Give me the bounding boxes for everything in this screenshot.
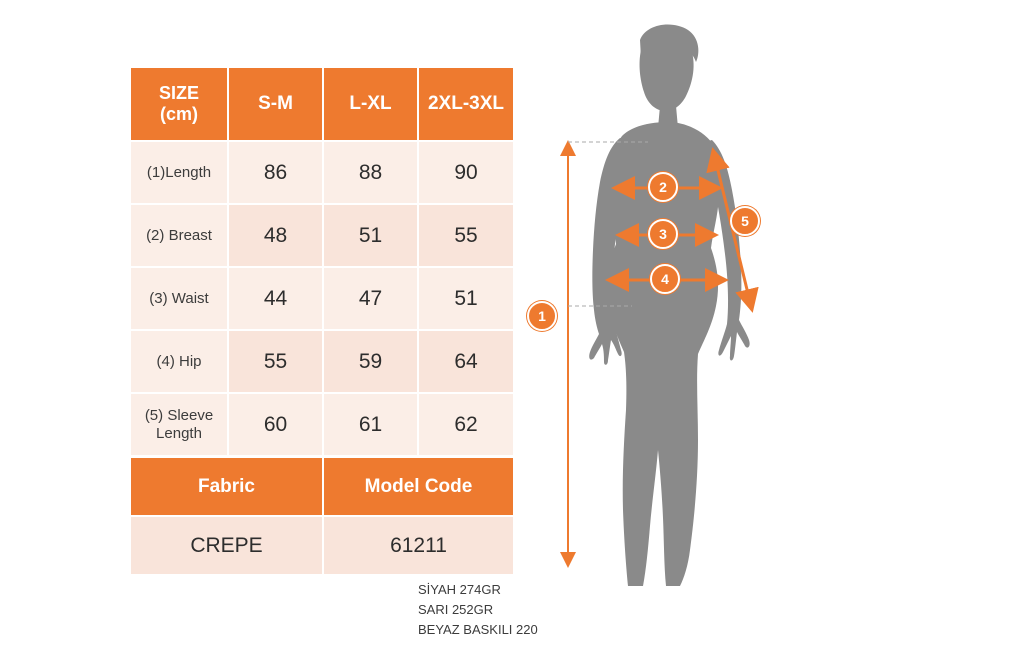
badge-2-breast: 2	[648, 172, 678, 202]
row-label-length: (1)Length	[130, 141, 228, 204]
table-row	[130, 141, 514, 204]
note-line-2: SARI 252GR	[418, 602, 494, 618]
fabric-header-row	[130, 457, 514, 516]
note-line-3: BEYAZ BASKILI 220	[418, 622, 538, 638]
cell-length-2xl3xl: 90	[418, 141, 514, 204]
badge-3-waist: 3	[648, 219, 678, 249]
table-header-row	[130, 67, 514, 141]
model-figure	[520, 10, 880, 610]
cell-waist-sm: 44	[228, 267, 323, 330]
cell-fabric-value: CREPE	[130, 516, 323, 575]
header-model-code: Model Code	[323, 457, 514, 516]
badge-4-hip: 4	[650, 264, 680, 294]
table-row	[130, 204, 514, 267]
cell-length-sm: 86	[228, 141, 323, 204]
row-label-sleeve-length: (5) Sleeve Length	[130, 393, 228, 456]
cell-sleeve-lxl: 61	[323, 393, 418, 456]
cell-breast-2xl3xl: 55	[418, 204, 514, 267]
fabric-table	[129, 456, 515, 576]
table-row	[130, 267, 514, 330]
cell-sleeve-2xl3xl: 62	[418, 393, 514, 456]
silhouette-shape	[589, 25, 749, 586]
figure-svg	[520, 10, 880, 610]
cell-hip-sm: 55	[228, 330, 323, 393]
header-l-xl: L-XL	[323, 67, 418, 141]
note-line-1: SİYAH 274GR	[418, 582, 501, 597]
cell-breast-sm: 48	[228, 204, 323, 267]
fabric-value-row	[130, 516, 514, 575]
header-fabric: Fabric	[130, 457, 323, 516]
badge-5-sleeve: 5	[730, 206, 760, 236]
header-s-m: S-M	[228, 67, 323, 141]
cell-model-code-value: 61211	[323, 516, 514, 575]
badge-1-length: 1	[527, 301, 557, 331]
header-size-cm	[130, 67, 228, 141]
header-size-line1: SIZE	[158, 83, 199, 104]
table-row	[130, 330, 514, 393]
table-row	[130, 393, 514, 456]
header-2xl-3xl: 2XL-3XL	[418, 67, 514, 141]
cell-waist-2xl3xl: 51	[418, 267, 514, 330]
cell-length-lxl: 88	[323, 141, 418, 204]
cell-waist-lxl: 47	[323, 267, 418, 330]
cell-breast-lxl: 51	[323, 204, 418, 267]
row-label-waist: (3) Waist	[130, 267, 228, 330]
header-size-line2: (cm)	[159, 104, 198, 124]
cell-hip-2xl3xl: 64	[418, 330, 514, 393]
cell-hip-lxl: 59	[323, 330, 418, 393]
row-label-hip: (4) Hip	[130, 330, 228, 393]
row-label-breast: (2) Breast	[130, 204, 228, 267]
cell-sleeve-sm: 60	[228, 393, 323, 456]
size-table	[129, 66, 515, 457]
